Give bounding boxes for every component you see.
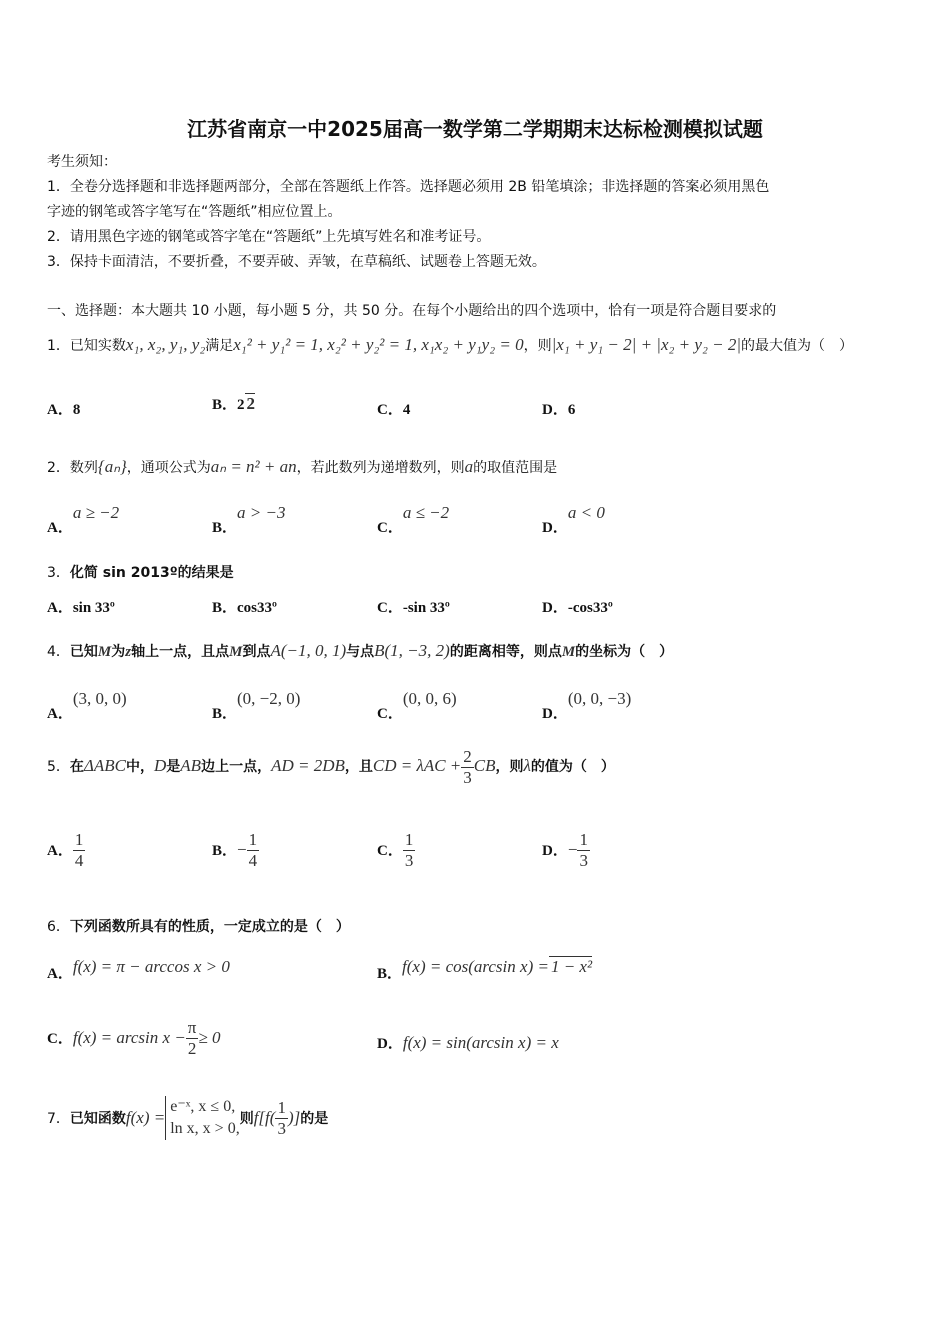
math-variable: M bbox=[561, 644, 576, 660]
option-label: B． bbox=[212, 520, 238, 536]
option-c bbox=[377, 688, 457, 722]
option-b: B．cos33º bbox=[212, 600, 277, 616]
question-number: 4． bbox=[47, 644, 70, 660]
option-label: C． bbox=[377, 520, 403, 536]
question-text: ，通项公式为 bbox=[126, 460, 211, 476]
fraction bbox=[247, 830, 260, 871]
option-a: A．sin 33º bbox=[47, 600, 115, 616]
math-expression: λ bbox=[523, 756, 531, 775]
page-title: 江苏省南京一中2025届高一数学第二学期期末达标检测模拟试题 bbox=[187, 117, 763, 141]
question-text: 的取值范围是 bbox=[473, 460, 558, 476]
denominator: 3 bbox=[404, 851, 414, 870]
math-expression: f(x) = sin(arcsin x) = x bbox=[402, 1033, 559, 1052]
question-text: 数列 bbox=[69, 460, 98, 476]
question-text: ，则 bbox=[523, 338, 552, 354]
denominator: 3 bbox=[579, 851, 588, 870]
math-expression: AB bbox=[180, 756, 202, 775]
question-4 bbox=[47, 636, 673, 667]
math-expression: a bbox=[464, 457, 474, 476]
option-label: B．2 bbox=[212, 397, 245, 413]
math-variable: z bbox=[125, 644, 132, 660]
question-text: 在 bbox=[69, 759, 84, 775]
sqrt-expression: 2 bbox=[246, 394, 256, 413]
option-label: D． bbox=[542, 520, 568, 536]
math-expression: B(1, −3, 2) bbox=[374, 641, 450, 660]
math-expression: aₙ = n² + an bbox=[210, 457, 297, 476]
option-b bbox=[377, 956, 593, 982]
question-text: 的是 bbox=[300, 1111, 329, 1127]
math-expression: f(x) = bbox=[125, 1108, 166, 1127]
numerator: 1 bbox=[277, 1097, 286, 1117]
option-label: D． bbox=[377, 1036, 403, 1052]
option-a bbox=[47, 956, 230, 982]
option-d bbox=[377, 1032, 559, 1053]
fraction bbox=[403, 830, 416, 871]
question-text: 下列函数所具有的性质，一定成立的是（ ） bbox=[69, 919, 350, 935]
option-d bbox=[542, 502, 605, 536]
option-d: D．-cos33º bbox=[542, 600, 613, 616]
question-text: 中， bbox=[126, 759, 155, 775]
option-b bbox=[212, 502, 286, 536]
math-expression: D bbox=[154, 756, 167, 775]
question-text: 的坐标为（ ） bbox=[575, 644, 674, 660]
option-a bbox=[47, 830, 85, 871]
option-c bbox=[377, 502, 450, 536]
question-text: 满足 bbox=[205, 338, 234, 354]
math-expression: AD = 2DB bbox=[271, 756, 345, 775]
option-b bbox=[212, 688, 301, 722]
fraction bbox=[73, 830, 86, 871]
option-label: D． bbox=[542, 706, 568, 722]
math-expression: a ≤ −2 bbox=[402, 503, 450, 522]
notice-heading: 考生须知： bbox=[47, 154, 117, 170]
denominator: 3 bbox=[463, 767, 472, 787]
option-label: A． bbox=[47, 966, 73, 982]
math-expression: f(x) = cos(arcsin x) = bbox=[402, 957, 549, 976]
math-expression: CD = λAC + bbox=[372, 756, 462, 775]
math-expression: A(−1, 0, 1) bbox=[270, 641, 347, 660]
option-a bbox=[47, 502, 120, 536]
question-text: ，则 bbox=[495, 759, 524, 775]
numerator: 1 bbox=[248, 830, 258, 849]
option-label: A． bbox=[47, 706, 73, 722]
option-label: A． bbox=[47, 520, 73, 536]
option-d: D．6 bbox=[542, 402, 576, 418]
option-b bbox=[212, 393, 255, 414]
option-label: A． bbox=[47, 843, 73, 859]
numerator: 1 bbox=[579, 830, 588, 849]
option-label: B． bbox=[377, 966, 403, 982]
question-text: 化简 sin 2013º的结果是 bbox=[69, 565, 234, 581]
question-1 bbox=[47, 330, 853, 361]
math-expression: (0, 0, 6) bbox=[402, 689, 457, 708]
question-text: 是 bbox=[166, 759, 181, 775]
section-heading: 一、选择题：本大题共 10 小题，每小题 5 分，共 50 分。在每个小题给出的四个选项中，恰有一项是符合题目要求的 bbox=[47, 303, 777, 319]
math-expression: a ≥ −2 bbox=[72, 503, 120, 522]
sqrt-expression: 1 − x² bbox=[550, 957, 593, 976]
question-number: 6． bbox=[47, 919, 70, 935]
option-label: C． bbox=[47, 1031, 73, 1047]
math-expression: ΔABC bbox=[83, 756, 127, 775]
question-3 bbox=[47, 562, 234, 582]
math-expression: f(x) = arcsin x − bbox=[72, 1028, 186, 1047]
question-text: 已知函数 bbox=[69, 1111, 126, 1127]
math-expression: a < 0 bbox=[567, 503, 605, 522]
option-c bbox=[47, 1018, 220, 1059]
question-text: 为 bbox=[111, 644, 126, 660]
math-expression: |x₁ + y₁ − 2| + |x₂ + y₂ − 2| bbox=[551, 335, 741, 354]
math-expression: f[f( bbox=[253, 1108, 276, 1127]
numerator: π bbox=[187, 1018, 197, 1037]
option-label: B． bbox=[212, 706, 238, 722]
numerator: 1 bbox=[404, 830, 414, 849]
math-expression: f(x) = π − arccos x > 0 bbox=[72, 957, 230, 976]
question-text: 已知 bbox=[69, 644, 98, 660]
option-d bbox=[542, 830, 590, 871]
option-c bbox=[377, 830, 415, 871]
option-label: C． bbox=[377, 706, 403, 722]
question-number: 3． bbox=[47, 565, 70, 581]
question-5 bbox=[47, 746, 615, 788]
question-text: 与点 bbox=[346, 644, 375, 660]
denominator: 4 bbox=[248, 851, 258, 870]
option-a: A．8 bbox=[47, 402, 81, 418]
math-expression: (0, 0, −3) bbox=[567, 689, 632, 708]
case-row: e⁻ˣ, x ≤ 0, bbox=[170, 1098, 236, 1115]
denominator: 3 bbox=[277, 1118, 286, 1138]
option-b bbox=[212, 830, 259, 871]
fraction bbox=[577, 830, 590, 871]
math-expression: x₁, x₂, y₁, y₂ bbox=[125, 335, 206, 354]
numerator: 2 bbox=[463, 746, 472, 766]
question-text: 则 bbox=[239, 1111, 254, 1127]
math-expression: x₁² + y₁² = 1, x₂² + y₂² = 1, x₁x₂ + y₁y₂ = 0 bbox=[233, 335, 524, 354]
fraction bbox=[275, 1098, 288, 1139]
option-label: B． bbox=[212, 843, 238, 859]
question-number: 7． bbox=[47, 1111, 70, 1127]
question-text: 已知实数 bbox=[69, 338, 126, 354]
denominator: 4 bbox=[74, 851, 84, 870]
option-a bbox=[47, 688, 127, 722]
option-label: C． bbox=[377, 843, 403, 859]
option-label: D． bbox=[542, 843, 568, 859]
notice-line-1b: 字迹的钢笔或答字笔写在“答题纸”相应位置上。 bbox=[47, 204, 342, 220]
option-d bbox=[542, 688, 632, 722]
math-expression: )] bbox=[287, 1108, 301, 1127]
math-expression: (3, 0, 0) bbox=[72, 689, 127, 708]
fraction bbox=[461, 747, 474, 788]
question-number: 2． bbox=[47, 460, 70, 476]
question-text: ，若此数列为递增数列，则 bbox=[296, 460, 465, 476]
case-row: ln x, x > 0, bbox=[170, 1120, 240, 1137]
question-6 bbox=[47, 916, 350, 936]
question-text: 的值为（ ） bbox=[530, 759, 615, 775]
question-2 bbox=[47, 452, 557, 483]
math-variable: M bbox=[97, 644, 112, 660]
notice-line-2: 2．请用黑色字迹的钢笔或答字笔在“答题纸”上先填写姓名和准考证号。 bbox=[47, 229, 491, 245]
denominator: 2 bbox=[187, 1039, 197, 1058]
minus-sign: − bbox=[567, 840, 578, 859]
math-expression: CB bbox=[473, 756, 496, 775]
math-expression: (0, −2, 0) bbox=[237, 689, 301, 708]
question-text: 轴上一点，且点 bbox=[131, 644, 230, 660]
math-expression: ≥ 0 bbox=[198, 1028, 221, 1047]
math-expression: {aₙ} bbox=[97, 457, 127, 476]
notice-line-1a: 1．全卷分选择题和非选择题两部分，全部在答题纸上作答。选择题必须用 2B 铅笔填涂；非选择题的答案必须用黑色 bbox=[47, 179, 770, 195]
fraction bbox=[186, 1018, 199, 1059]
math-expression: a > −3 bbox=[237, 503, 286, 522]
question-text: 边上一点， bbox=[201, 759, 272, 775]
numerator: 1 bbox=[74, 830, 84, 849]
question-number: 5． bbox=[47, 759, 70, 775]
question-text: 的距离相等，则点 bbox=[449, 644, 562, 660]
question-text: ，且 bbox=[344, 759, 373, 775]
option-c: C．4 bbox=[377, 402, 411, 418]
minus-sign: − bbox=[237, 840, 247, 859]
math-variable: M bbox=[229, 644, 243, 660]
notice-line-3: 3．保持卡面清洁，不要折叠，不要弄破、弄皱，在草稿纸、试题卷上答题无效。 bbox=[47, 254, 546, 270]
question-7 bbox=[47, 1096, 328, 1140]
question-number: 1． bbox=[47, 338, 70, 354]
question-text: 到点 bbox=[242, 644, 271, 660]
option-c: C．-sin 33º bbox=[377, 600, 450, 616]
piecewise-cases bbox=[165, 1096, 239, 1140]
question-text: 的最大值为（ ） bbox=[741, 338, 853, 354]
